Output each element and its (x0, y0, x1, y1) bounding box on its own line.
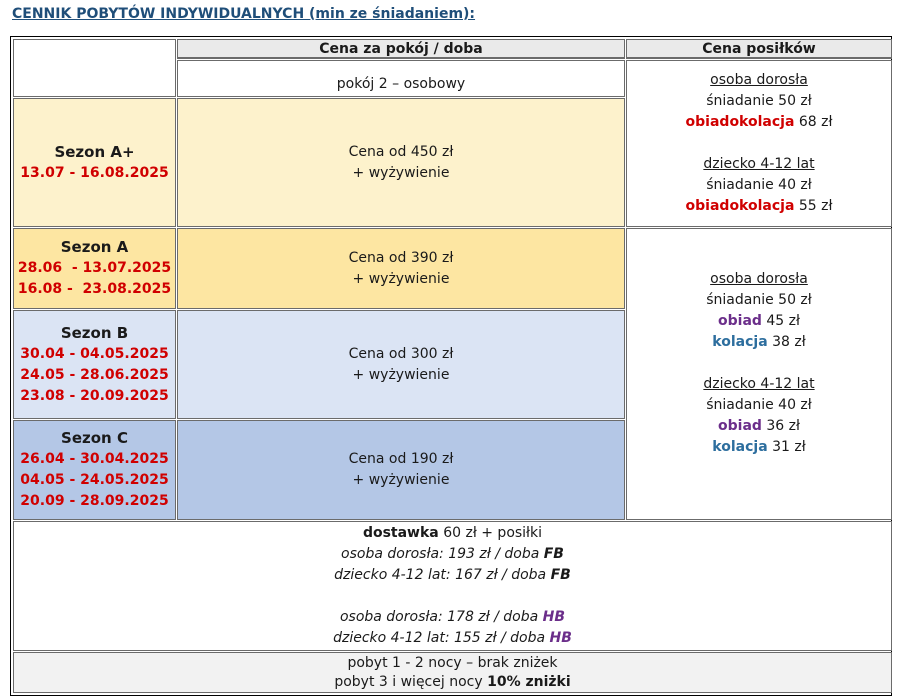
child-breakfast-price: śniadanie 40 zł (706, 397, 812, 413)
meals-low-season-cell (626, 228, 892, 520)
season-dates: 13.07 - 16.08.2025 (20, 164, 169, 181)
season-dates: 20.09 - 28.09.2025 (20, 493, 169, 509)
season-c-price-cell (177, 420, 625, 520)
adult-label: osoba dorosła (710, 271, 808, 287)
extra-bed-hb-adult: osoba dorosła: 178 zł / doba HB (339, 609, 566, 625)
season-price-extra: + wyżywienie (352, 164, 450, 181)
child-label: dziecko 4-12 lat (703, 156, 815, 172)
adult-lunch-price: obiad 45 zł (718, 313, 800, 329)
season-price-extra: + wyżywienie (352, 472, 450, 488)
season-price: Cena od 300 zł (348, 345, 454, 362)
season-price-extra: + wyżywienie (352, 270, 450, 287)
extra-bed-hb-child: dziecko 4-12 lat: 155 zł / doba HB (333, 630, 572, 646)
season-a-plus-label-cell (13, 98, 176, 227)
season-price: Cena od 190 zł (348, 451, 454, 467)
season-a-label-cell (13, 228, 176, 309)
page-title: CENNIK POBYTÓW INDYWIDUALNYCH (min ze śniadaniem): (12, 6, 476, 22)
empty-corner-cell (13, 39, 176, 97)
discount-short-stay: pobyt 1 - 2 nocy – brak zniżek (347, 654, 558, 671)
season-a-price-cell (177, 228, 625, 309)
extra-bed-fb-child: dziecko 4-12 lat: 167 zł / doba FB (334, 567, 571, 583)
season-dates: 24.05 - 28.06.2025 (20, 366, 169, 383)
child-dinner-price: kolacja 31 zł (712, 439, 806, 455)
room-type-label: pokój 2 – osobowy (336, 76, 466, 92)
discount-cell (13, 652, 892, 693)
season-dates: 26.04 - 30.04.2025 (20, 451, 169, 467)
child-lunch-price: obiad 36 zł (718, 418, 800, 434)
season-c-label-cell (13, 420, 176, 520)
season-dates: 16.08 - 23.08.2025 (17, 281, 172, 297)
season-name: Sezon C (61, 429, 128, 447)
extra-bed-fb-adult: osoba dorosła: 193 zł / doba FB (341, 546, 564, 562)
season-dates: 04.05 - 24.05.2025 (20, 472, 169, 488)
child-breakfast-price: śniadanie 40 zł (706, 177, 812, 193)
adult-label: osoba dorosła (710, 72, 808, 88)
room-type-cell (177, 60, 625, 97)
season-price: Cena od 450 zł (348, 143, 454, 160)
season-dates: 28.06 - 13.07.2025 (17, 260, 172, 276)
season-name: Sezon A+ (54, 142, 135, 161)
extra-bed-cell (13, 521, 892, 651)
adult-breakfast-price: śniadanie 50 zł (706, 93, 812, 109)
season-name: Sezon A (60, 238, 129, 256)
season-b-price-cell (177, 310, 625, 419)
season-price-extra: + wyżywienie (352, 366, 450, 383)
meals-high-season-cell (626, 60, 892, 227)
child-label: dziecko 4-12 lat (703, 376, 815, 392)
season-a-plus-price-cell (177, 98, 625, 227)
extra-bed-summary: dostawka 60 zł + posiłki (362, 525, 543, 541)
season-b-label-cell (13, 310, 176, 419)
child-halfboard-price: obiadokolacja 55 zł (685, 198, 833, 214)
season-dates: 23.08 - 20.09.2025 (20, 387, 169, 404)
header-room-price: Cena za pokój / doba (177, 39, 625, 59)
adult-halfboard-price: obiadokolacja 68 zł (685, 114, 833, 130)
header-meal-price: Cena posiłków (626, 39, 892, 59)
season-dates: 30.04 - 04.05.2025 (20, 345, 169, 362)
season-price: Cena od 390 zł (348, 249, 454, 266)
season-name: Sezon B (60, 323, 129, 342)
discount-long-stay: pobyt 3 i więcej nocy 10% zniżki (334, 673, 571, 690)
adult-breakfast-price: śniadanie 50 zł (706, 292, 812, 308)
adult-dinner-price: kolacja 38 zł (712, 334, 806, 350)
